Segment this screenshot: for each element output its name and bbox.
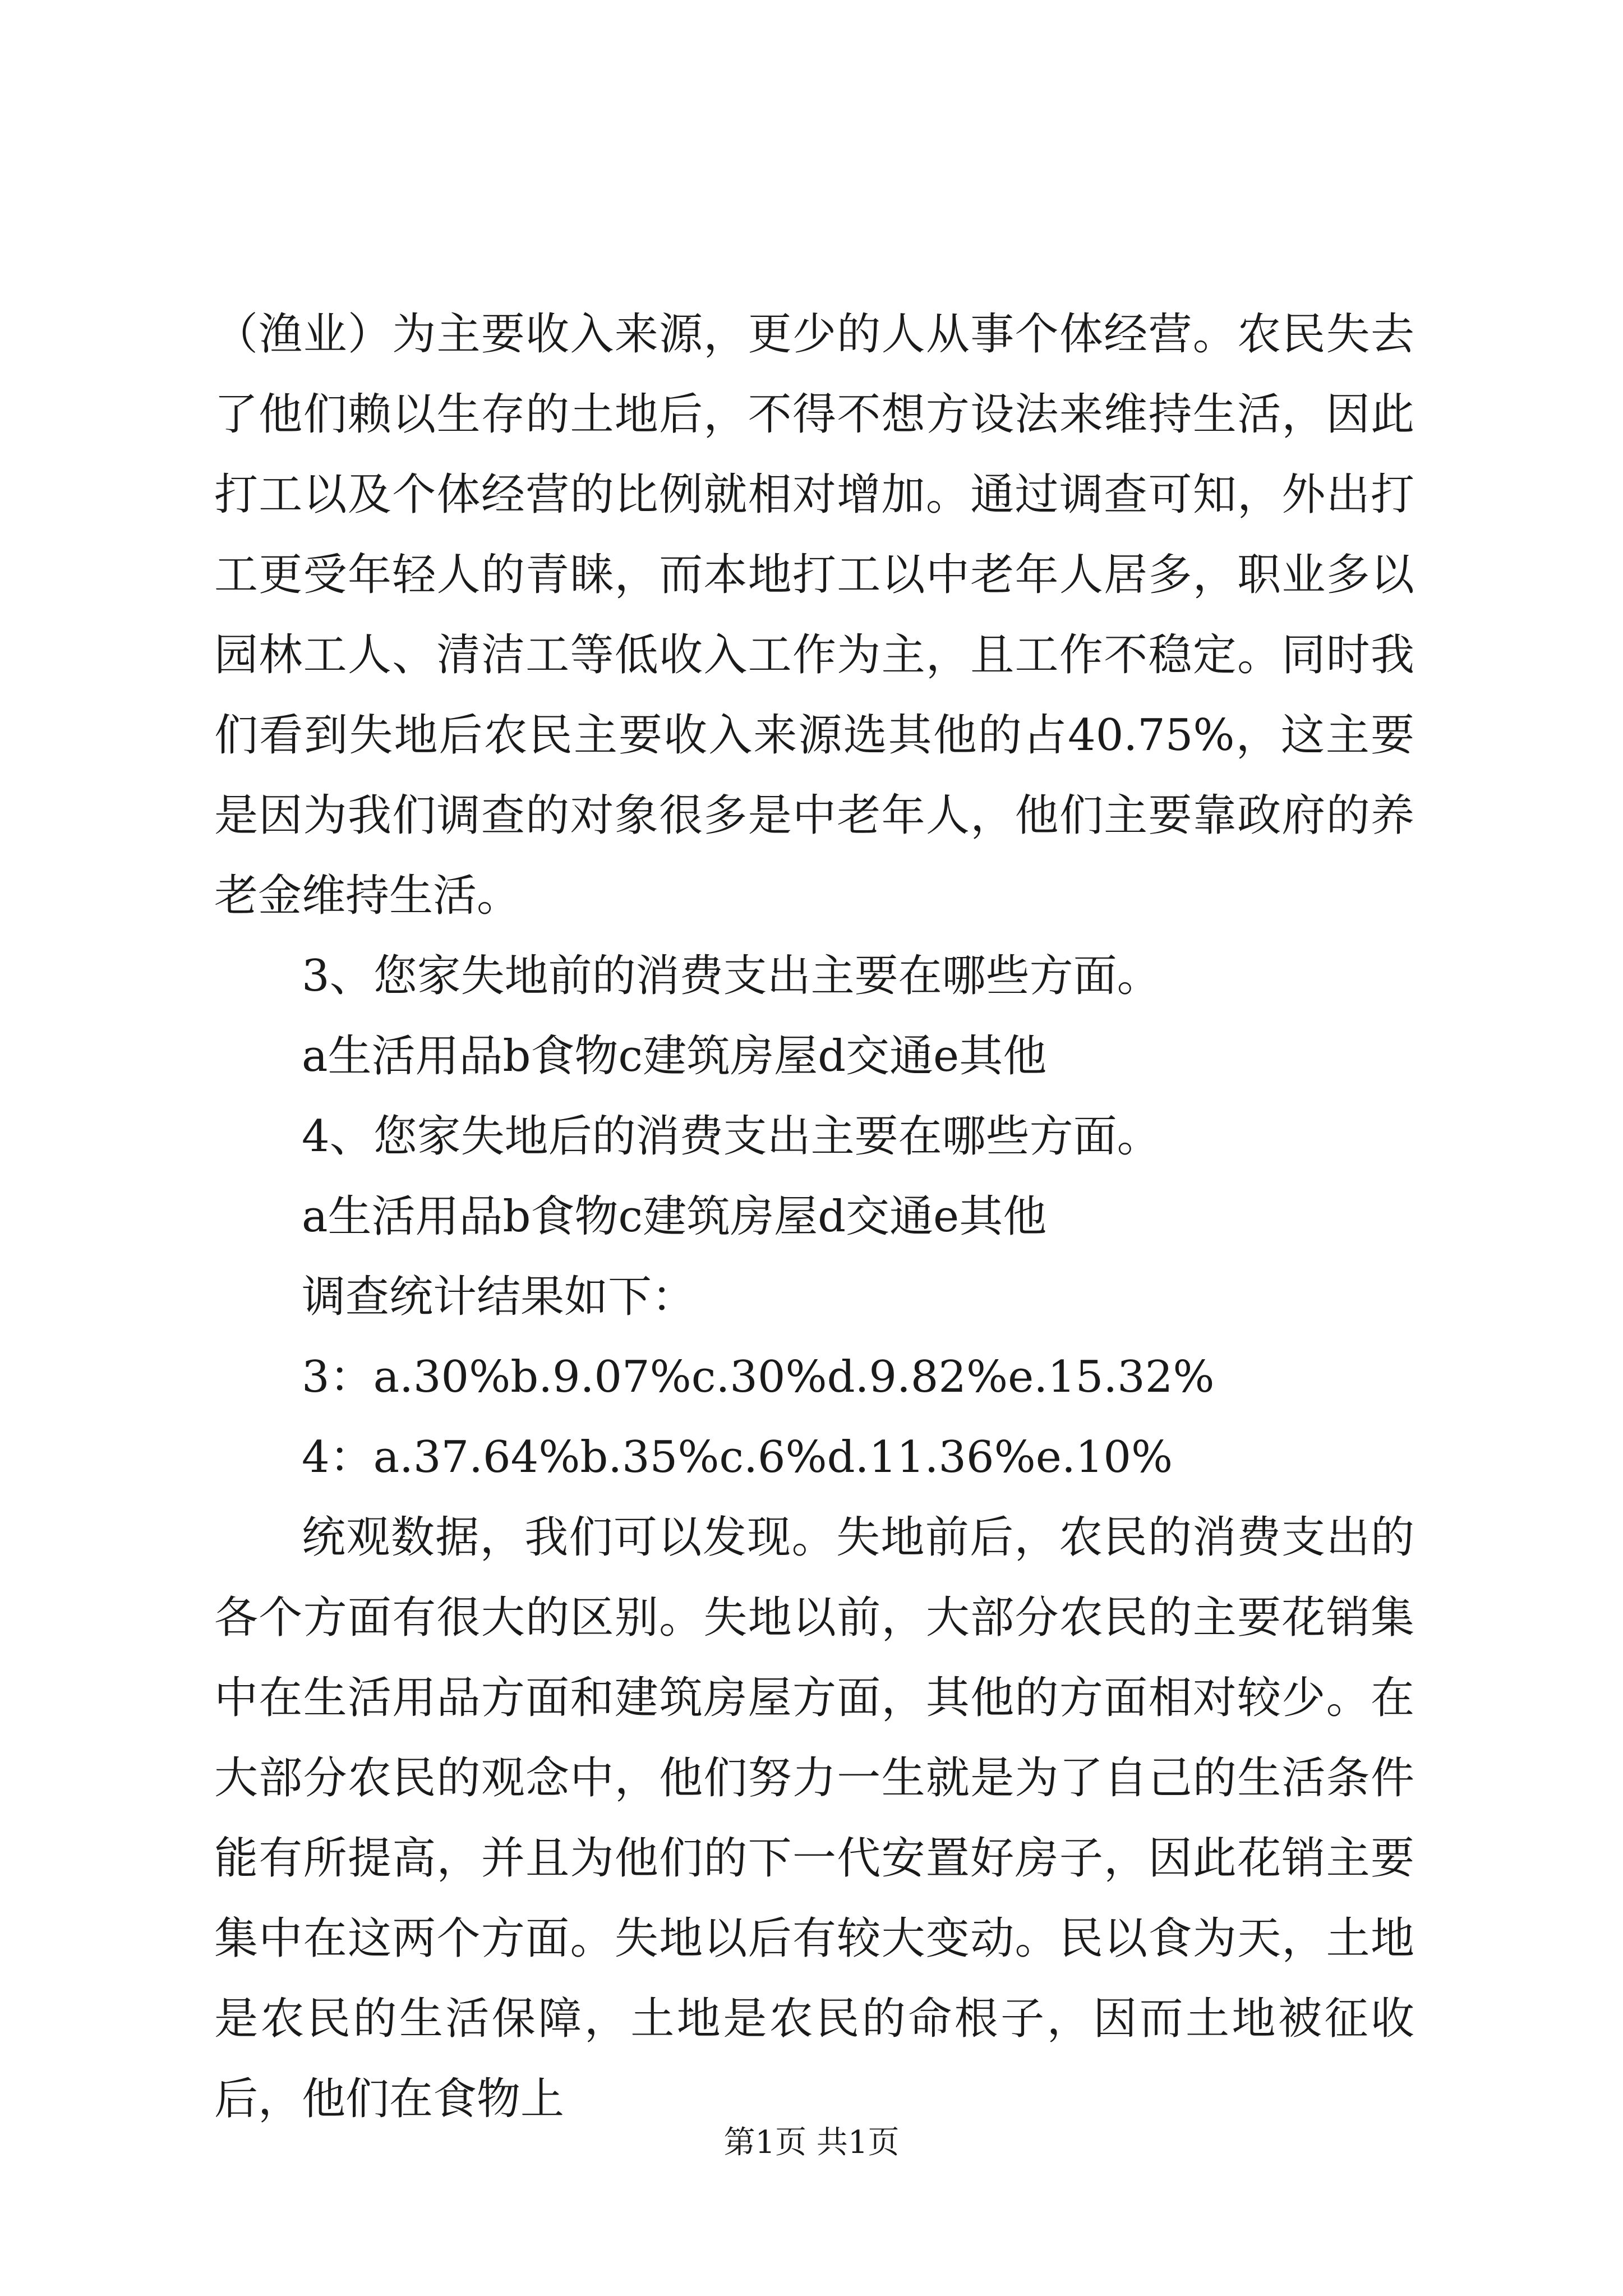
paragraph-analysis: 统观数据，我们可以发现。失地前后，农民的消费支出的各个方面有很大的区别。失地以前，大部分农民的主要花销集中在生活用品方面和建筑房屋方面，其他的方面相对较少。在大部分农民的观念中，他们努力一生就是为了自己的生活条件能有所提高，并且为他们的下一代安置好房子，因此花销主要集中在这两个方面。失地以后有较大变动。民以食为天，土地是农民的生活保障，土地是农民的命根子，因而土地被征收后，他们在食物上 bbox=[214, 1512, 1414, 2124]
results-question-3: 3：a.30%b.9.07%c.30%d.9.82%e.15.32% bbox=[302, 1352, 1215, 1402]
document-body bbox=[214, 295, 1414, 2139]
question-4-options: a生活用品b食物c建筑房屋d交通e其他 bbox=[302, 1191, 1047, 1242]
paragraph-income-sources: （渔业）为主要收入来源，更少的人从事个体经营。农民失去了他们赖以生存的土地后，不得不想方设法来维持生活，因此打工以及个体经营的比例就相对增加。通过调查可知，外出打工更受年轻人的青睐，而本地打工以中老年人居多，职业多以园林工人、清洁工等低收入工作为主，且工作不稳定。同时我们看到失地后农民主要收入来源选其他的占40.75%，这主要是因为我们调查的对象很多是中老年人，他们主要靠政府的养老金维持生活。 bbox=[214, 309, 1414, 921]
question-3-options: a生活用品b食物c建筑房屋d交通e其他 bbox=[302, 1031, 1047, 1082]
results-heading: 调查统计结果如下： bbox=[302, 1272, 696, 1322]
question-3: 3、您家失地前的消费支出主要在哪些方面。 bbox=[302, 951, 1161, 1001]
question-4: 4、您家失地后的消费支出主要在哪些方面。 bbox=[302, 1111, 1161, 1162]
results-question-4: 4：a.37.64%b.35%c.6%d.11.36%e.10% bbox=[302, 1432, 1173, 1483]
page-footer: 第1页 共1页 bbox=[723, 2124, 900, 2161]
